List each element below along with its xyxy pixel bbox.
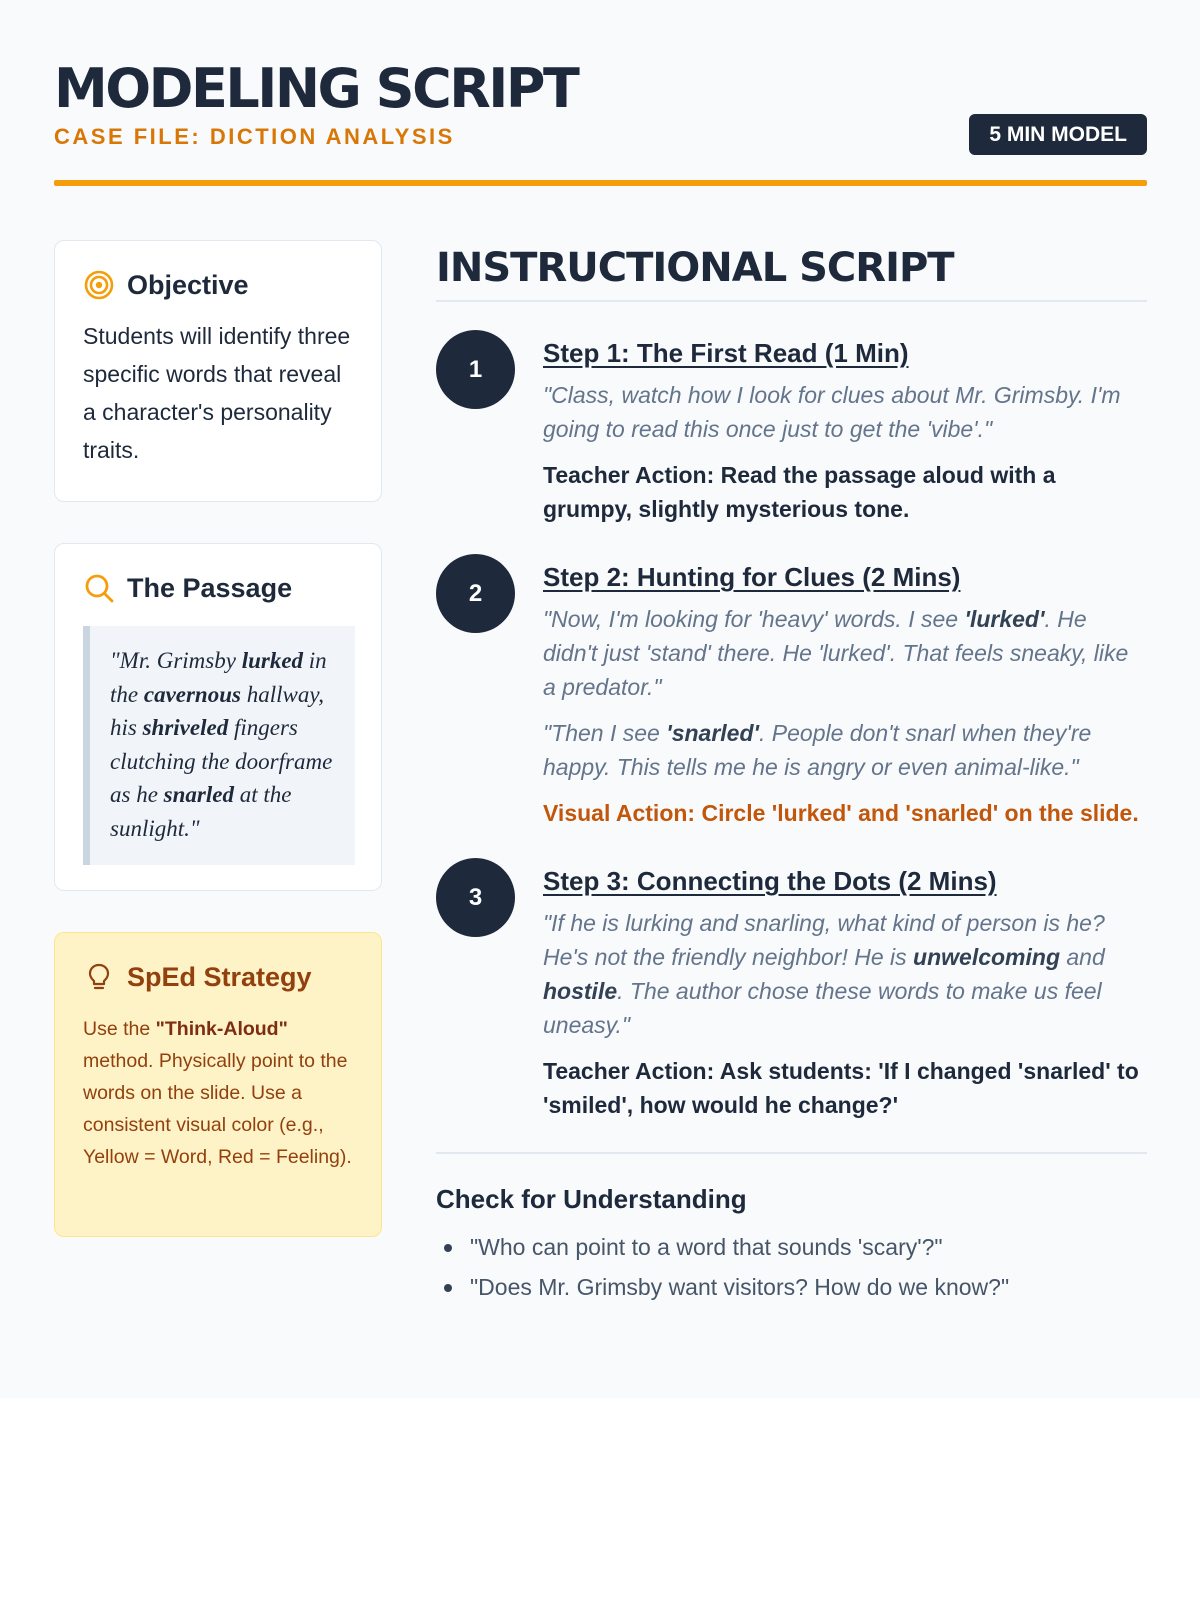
lightbulb-icon: [83, 961, 115, 993]
step-title: Step 1: The First Read (1 Min): [543, 338, 909, 368]
page-subtitle: CASE FILE: DICTION ANALYSIS: [54, 124, 455, 149]
text-run: in the: [110, 648, 327, 707]
step-number: 3: [436, 858, 515, 937]
header-divider: [54, 180, 1147, 186]
step-number: 1: [436, 330, 515, 409]
sped-text-after: method. Physically point to the words on the slide. Use a consistent visual color (e.g., Yellow = Word, Red = Feeling).: [83, 1050, 352, 1168]
text-run: hallway, his: [110, 681, 325, 740]
text-run: "If he is lurking and snarling, what kind of person is he? He's not the friendly neighbor! He is: [543, 910, 1105, 970]
text-run: "Now, I'm looking for 'heavy' words. I see: [543, 606, 965, 632]
text-run: at the sunlight.": [110, 782, 292, 841]
text-run: . The author chose these words to make us feel uneasy.": [543, 978, 1102, 1038]
passage-title: The Passage: [127, 572, 293, 603]
duration-badge: 5 MIN MODEL: [969, 114, 1147, 155]
objective-header: [83, 269, 355, 301]
check-item: "Who can point to a word that sounds 'scary'?": [436, 1227, 1147, 1267]
passage-card: [54, 543, 382, 891]
header: [54, 56, 1147, 188]
text-run: fingers clutching the doorframe as he: [110, 715, 333, 807]
instructional-script: [436, 240, 1147, 1307]
emphasized-word: cavernous: [143, 681, 241, 707]
text-run: "Mr. Grimsby: [110, 648, 242, 673]
visual-action: Visual Action: Circle 'lurked' and 'snarled' on the slide.: [543, 800, 1139, 826]
objective-text: Students will identify three specific words that reveal a character's personality traits.: [83, 323, 351, 463]
check-divider: [436, 1152, 1147, 1154]
script-line: [543, 378, 1147, 446]
emphasized-word: shriveled: [142, 715, 229, 740]
step-title: Step 2: Hunting for Clues (2 Mins): [543, 562, 961, 592]
section-divider: [436, 300, 1147, 302]
emphasized-word: snarled: [163, 782, 234, 807]
text-run: "Class, watch how I look for clues about Mr. Grimsby. I'm going to read this once just to get the 'vibe'.": [543, 382, 1121, 442]
sped-title: SpEd Strategy: [127, 961, 312, 992]
emphasized-word: unwelcoming: [913, 944, 1060, 970]
step-scripts: [543, 378, 1147, 446]
passage-quote: [83, 626, 355, 865]
emphasized-word: 'lurked': [964, 606, 1045, 632]
script-line: [543, 602, 1147, 704]
step-1: [436, 330, 1147, 526]
teacher-action: Teacher Action: Read the passage aloud with a grumpy, slightly mysterious tone.: [543, 462, 1056, 522]
text-run: . He didn't just 'stand' there. He 'lurked'. That feels sneaky, like a predator.": [543, 606, 1129, 700]
script-line: [543, 716, 1147, 784]
text-run: "Then I see: [543, 720, 667, 746]
emphasized-word: 'snarled': [666, 720, 759, 746]
sped-highlight: "Think-Aloud": [155, 1018, 288, 1040]
step-number: 2: [436, 554, 515, 633]
step-2: [436, 554, 1147, 830]
step-scripts: [543, 602, 1147, 784]
objective-title: Objective: [127, 269, 249, 300]
section-title: INSTRUCTIONAL SCRIPT: [436, 245, 954, 291]
text-run: . People don't snarl when they're happy. This tells me he is angry or even animal-like.": [543, 720, 1092, 780]
objective-card: [54, 240, 382, 502]
emphasized-word: hostile: [543, 978, 618, 1004]
sped-header: [83, 961, 355, 993]
text-run: and: [1060, 944, 1105, 970]
step-scripts: [543, 906, 1147, 1042]
page-title: MODELING SCRIPT: [54, 57, 578, 120]
teacher-action: Teacher Action: Ask students: 'If I changed 'snarled' to 'smiled', how would he change?': [543, 1058, 1139, 1118]
step-3: [436, 858, 1147, 1122]
search-icon: [83, 572, 115, 604]
passage-header: [83, 572, 355, 604]
sped-text: [83, 1013, 355, 1173]
check-title: Check for Understanding: [436, 1184, 747, 1214]
check-item: "Does Mr. Grimsby want visitors? How do we know?": [436, 1267, 1147, 1307]
script-line: [543, 906, 1147, 1042]
step-title: Step 3: Connecting the Dots (2 Mins): [543, 866, 997, 896]
sped-text-before: Use the: [83, 1018, 156, 1040]
emphasized-word: lurked: [241, 648, 304, 673]
sped-strategy-card: [54, 932, 382, 1237]
target-icon: [83, 269, 115, 301]
check-list: [436, 1227, 1147, 1307]
